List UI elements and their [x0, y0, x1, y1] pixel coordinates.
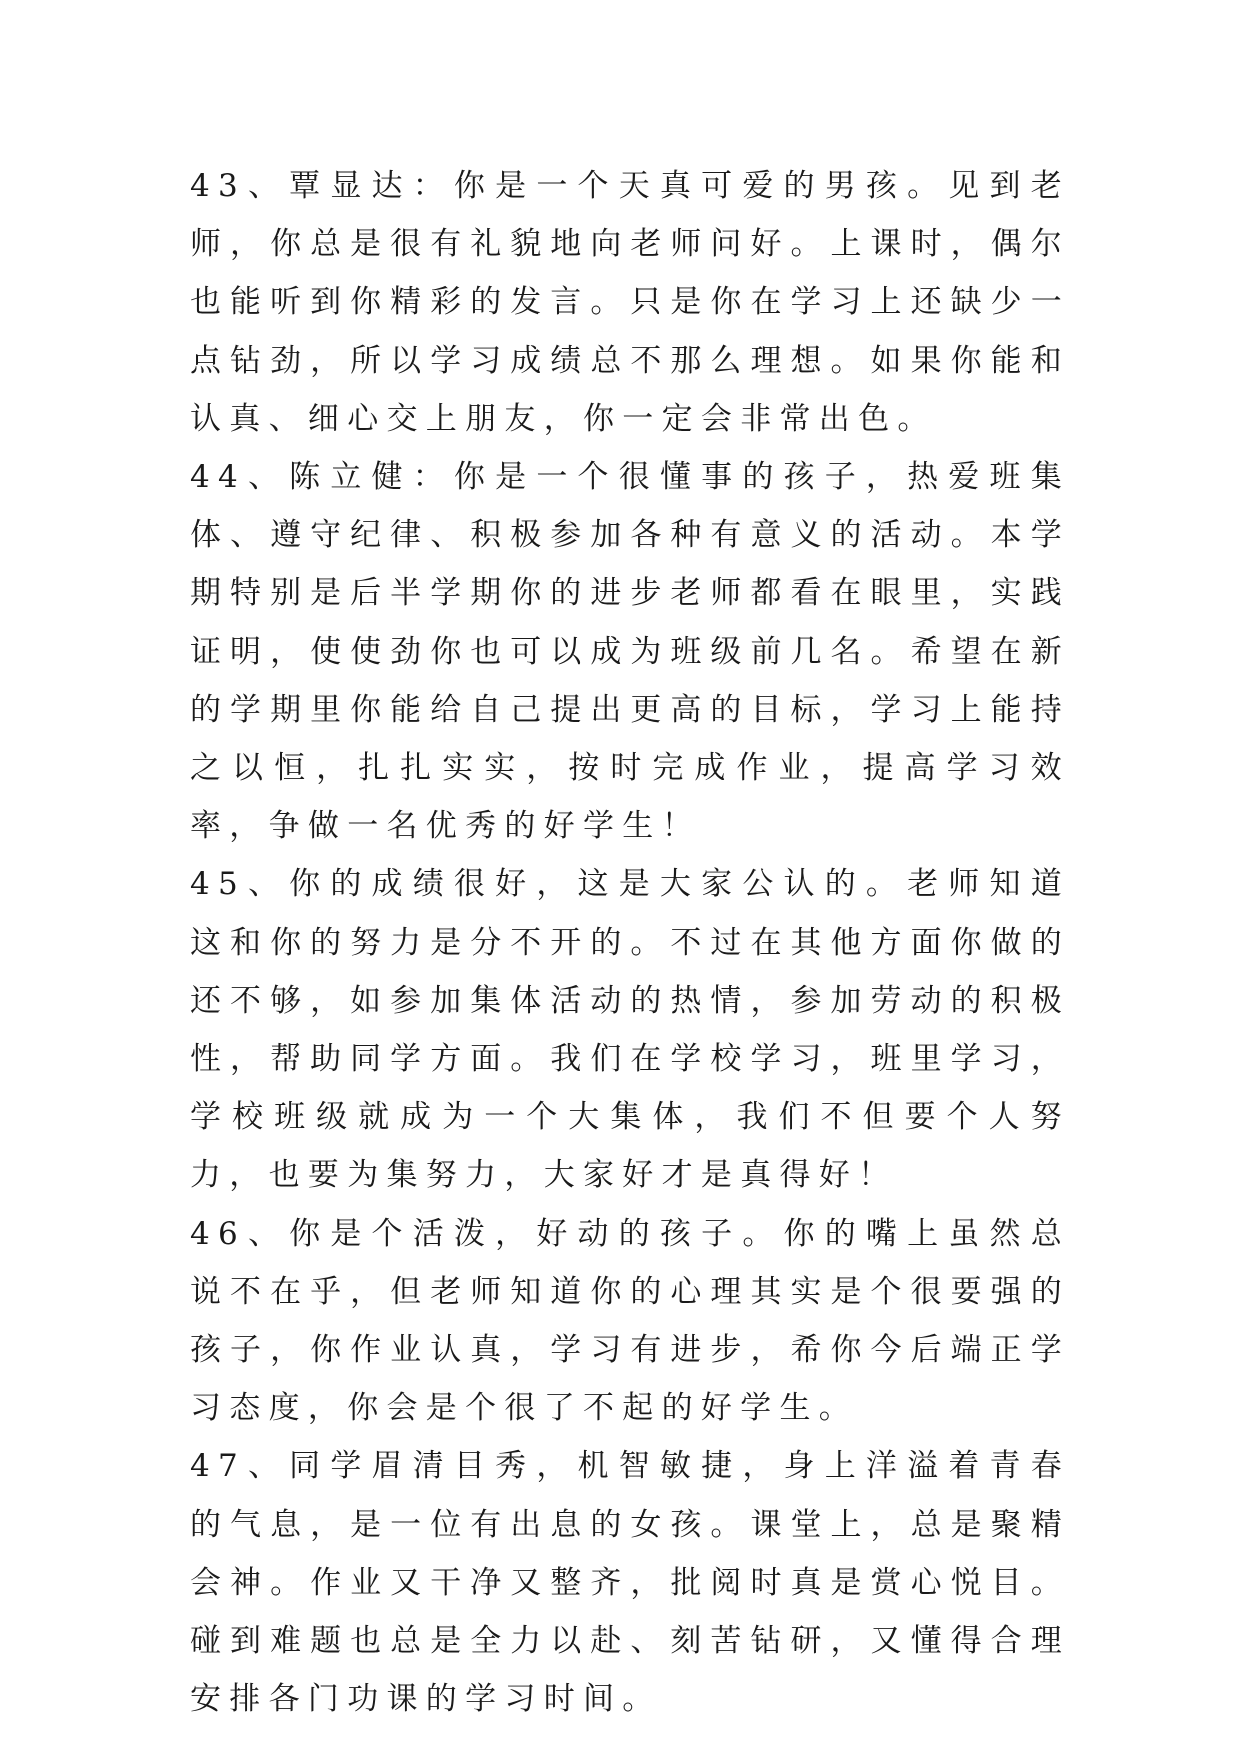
comment-paragraph-45: 45、你的成绩很好，这是大家公认的。老师知道这和你的努力是分不开的。不过在其他方面你做的还不够，如参加集体活动的热情，参加劳动的积极性，帮助同学方面。我们在学校学习，班里学习，学校班级就成为一个大集体，我们不但要个人努力，也要为集努力，大家好才是真得好！	[190, 866, 1070, 1194]
document-body	[190, 157, 1070, 1728]
comment-paragraph-43: 43、覃显达：你是一个天真可爱的男孩。见到老师，你总是很有礼貌地向老师问好。上课时，偶尔也能听到你精彩的发言。只是你在学习上还缺少一点钻劲，所以学习成绩总不那么理想。如果你能和认真、细心交上朋友，你一定会非常出色。	[190, 168, 1070, 437]
comment-paragraph-47: 47、同学眉清目秀，机智敏捷，身上洋溢着青春的气息，是一位有出息的女孩。课堂上，总是聚精会神。作业又干净又整齐，批阅时真是赏心悦目。碰到难题也总是全力以赴、刻苦钻研，又懂得合理安排各门功课的学习时间。	[190, 1448, 1070, 1718]
comment-paragraph-46: 46、你是个活泼，好动的孩子。你的嘴上虽然总说不在乎，但老师知道你的心理其实是个很要强的孩子，你作业认真，学习有进步，希你今后端正学习态度，你会是个很了不起的好学生。	[190, 1215, 1070, 1427]
comment-paragraph-44: 44、陈立健：你是一个很懂事的孩子，热爱班集体、遵守纪律、积极参加各种有意义的活动。本学期特别是后半学期你的进步老师都看在眼里，实践证明，使使劲你也可以成为班级前几名。希望在新的学期里你能给自己提出更高的目标，学习上能持之以恒，扎扎实实，按时完成作业，提高学习效率，争做一名优秀的好学生！	[190, 459, 1070, 845]
